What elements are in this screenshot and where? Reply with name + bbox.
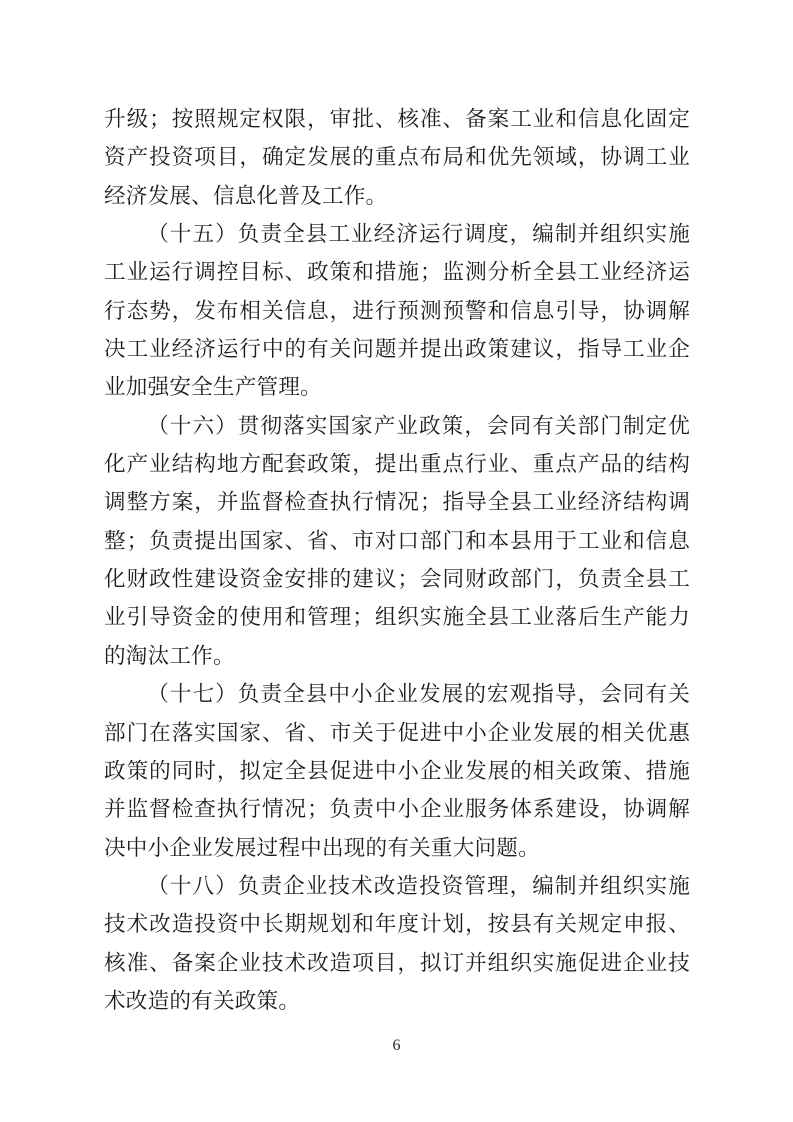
document-body <box>104 100 690 1020</box>
page-footer <box>0 1036 793 1056</box>
body-paragraph-item-16: （十六）贯彻落实国家产业政策，会同有关部门制定优化产业结构地方配套政策，提出重点行业、重点产品的结构调整方案，并监督检查执行情况；指导全县工业经济结构调整；负责提出国家、省、市对口部门和本县用于工业和信息化财政性建设资金安排的建议；会同财政部门，负责全县工业引导资金的使用和管理；组织实施全县工业落后生产能力的淘汰工作。 <box>104 413 690 668</box>
body-paragraph-item-18: （十八）负责企业技术改造投资管理，编制并组织实施技术改造投资中长期规划和年度计划，按县有关规定申报、核准、备案企业技术改造项目，拟订并组织实施促进企业技术改造的有关政策。 <box>104 873 690 1013</box>
page-number: 6 <box>392 1037 401 1054</box>
body-paragraph-item-15: （十五）负责全县工业经济运行调度，编制并组织实施工业运行调控目标、政策和措施；监测分析全县工业经济运行态势，发布相关信息，进行预测预警和信息引导，协调解决工业经济运行中的有关问题并提出政策建议，指导工业企业加强安全生产管理。 <box>104 222 690 400</box>
body-paragraph-item-17: （十七）负责全县中小企业发展的宏观指导，会同有关部门在落实国家、省、市关于促进中小企业发展的相关优惠政策的同时，拟定全县促进中小企业发展的相关政策、措施并监督检查执行情况；负责中小企业服务体系建设，协调解决中小企业发展过程中出现的有关重大问题。 <box>104 682 690 860</box>
body-paragraph-continuation: 升级；按照规定权限，审批、核准、备案工业和信息化固定资产投资项目，确定发展的重点布局和优先领域，协调工业经济发展、信息化普及工作。 <box>104 107 690 208</box>
